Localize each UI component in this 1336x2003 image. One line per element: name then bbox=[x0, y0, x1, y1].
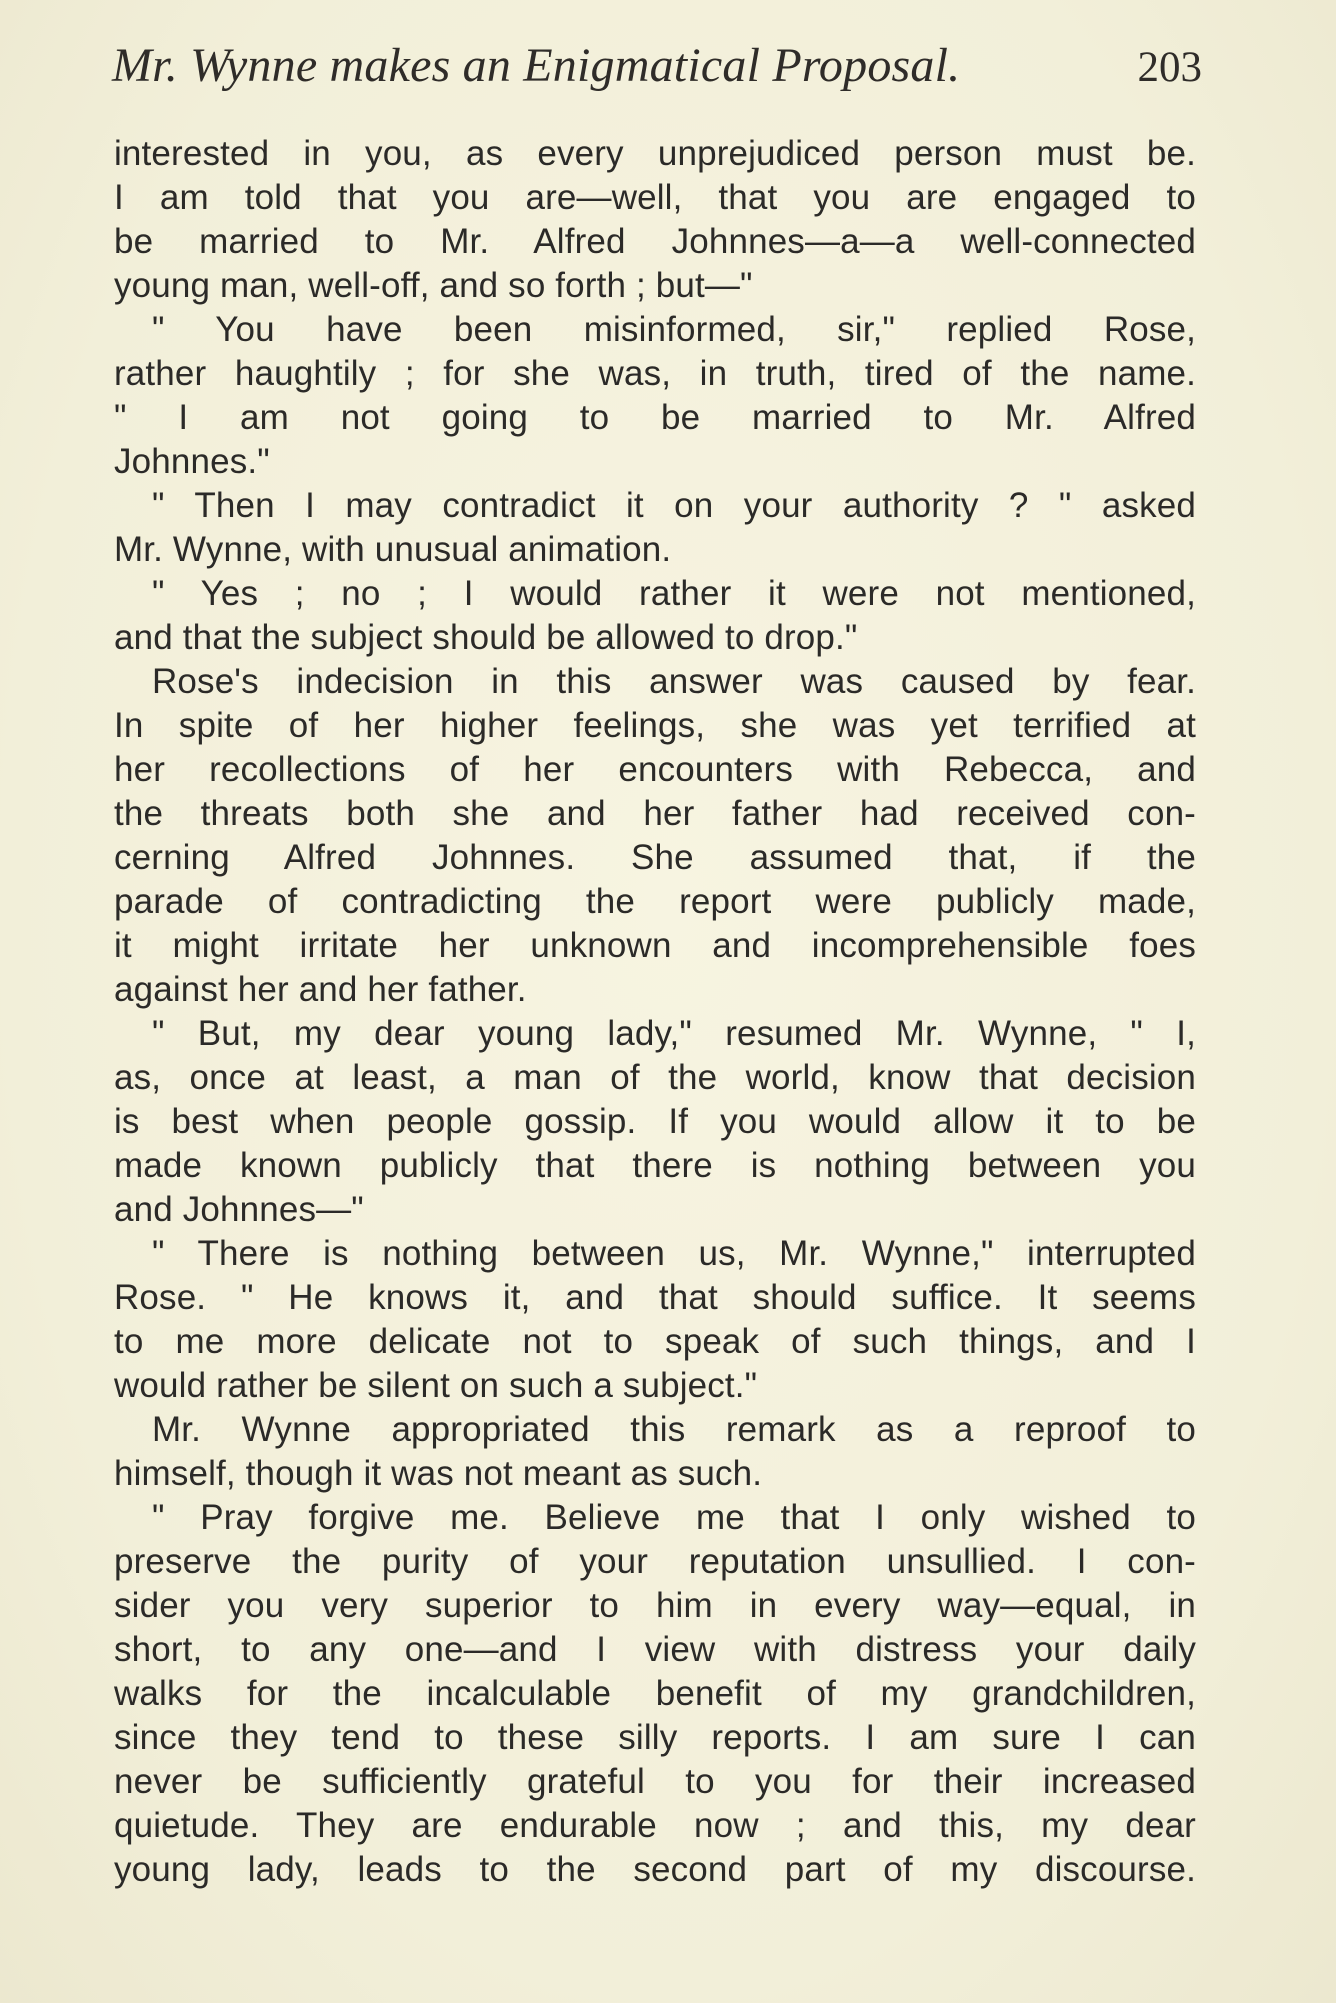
text-line: is best when people gossip. If you would allow it to be bbox=[114, 1102, 1196, 1141]
text-line: I am told that you are—well, that you are engaged to bbox=[114, 178, 1196, 217]
text-line: the threats both she and her father had received con- bbox=[114, 794, 1196, 833]
text-line: " You have been misinformed, sir," replied Rose, bbox=[152, 310, 1196, 349]
text-line: In spite of her higher feelings, she was yet terrified at bbox=[114, 706, 1196, 745]
text-line: as, once at least, a man of the world, know that decision bbox=[114, 1058, 1196, 1097]
text-line: " Pray forgive me. Believe me that I only wished to bbox=[152, 1498, 1196, 1537]
text-line: cerning Alfred Johnnes. She assumed that, if the bbox=[114, 838, 1196, 877]
text-line: be married to Mr. Alfred Johnnes—a—a well-connected bbox=[114, 222, 1196, 261]
text-line: quietude. They are endurable now ; and this, my dear bbox=[114, 1806, 1196, 1845]
text-line: preserve the purity of your reputation unsullied. I con- bbox=[114, 1542, 1196, 1581]
text-line: Mr. Wynne appropriated this remark as a reproof to bbox=[152, 1410, 1196, 1449]
text-line: young lady, leads to the second part of my discourse. bbox=[114, 1850, 1196, 1889]
text-line: sider you very superior to him in every way—equal, in bbox=[114, 1586, 1196, 1625]
text-line: " There is nothing between us, Mr. Wynne," interrupted bbox=[152, 1234, 1196, 1273]
text-line: " But, my dear young lady," resumed Mr. Wynne, " I, bbox=[152, 1014, 1196, 1053]
text-line: " Yes ; no ; I would rather it were not mentioned, bbox=[152, 574, 1196, 613]
page-number: 203 bbox=[1137, 44, 1202, 91]
text-line: interested in you, as every unprejudiced person must be. bbox=[114, 134, 1196, 173]
text-line: her recollections of her encounters with Rebecca, and bbox=[114, 750, 1196, 789]
text-line: walks for the incalculable benefit of my grandchildren, bbox=[114, 1674, 1196, 1713]
text-line: and that the subject should be allowed to drop." bbox=[114, 618, 858, 657]
text-line: " Then I may contradict it on your authority ? " asked bbox=[152, 486, 1196, 525]
text-line: never be sufficiently grateful to you for their increased bbox=[114, 1762, 1196, 1801]
text-line: since they tend to these silly reports. I am sure I can bbox=[114, 1718, 1196, 1757]
text-line: Mr. Wynne, with unusual animation. bbox=[114, 530, 672, 569]
text-line: " I am not going to be married to Mr. Alfred bbox=[114, 398, 1196, 437]
text-line: would rather be silent on such a subject." bbox=[114, 1366, 758, 1405]
text-line: young man, well-off, and so forth ; but—" bbox=[114, 266, 753, 305]
running-title: Mr. Wynne makes an Enigmatical Proposal. bbox=[112, 39, 961, 92]
text-line: Johnnes." bbox=[114, 442, 270, 481]
body-text bbox=[114, 132, 1196, 1892]
text-line: parade of contradicting the report were publicly made, bbox=[114, 882, 1196, 921]
running-header bbox=[112, 38, 1202, 108]
text-line: himself, though it was not meant as such. bbox=[114, 1454, 763, 1493]
text-line: short, to any one—and I view with distress your daily bbox=[114, 1630, 1196, 1669]
text-line: against her and her father. bbox=[114, 970, 527, 1009]
text-line: to me more delicate not to speak of such things, and I bbox=[114, 1322, 1196, 1361]
text-line: made known publicly that there is nothing between you bbox=[114, 1146, 1196, 1185]
text-line: it might irritate her unknown and incomprehensible foes bbox=[114, 926, 1196, 965]
text-line: Rose's indecision in this answer was caused by fear. bbox=[152, 662, 1196, 701]
text-line: and Johnnes—" bbox=[114, 1190, 364, 1229]
text-line: rather haughtily ; for she was, in truth, tired of the name. bbox=[114, 354, 1196, 393]
text-line: Rose. " He knows it, and that should suffice. It seems bbox=[114, 1278, 1196, 1317]
